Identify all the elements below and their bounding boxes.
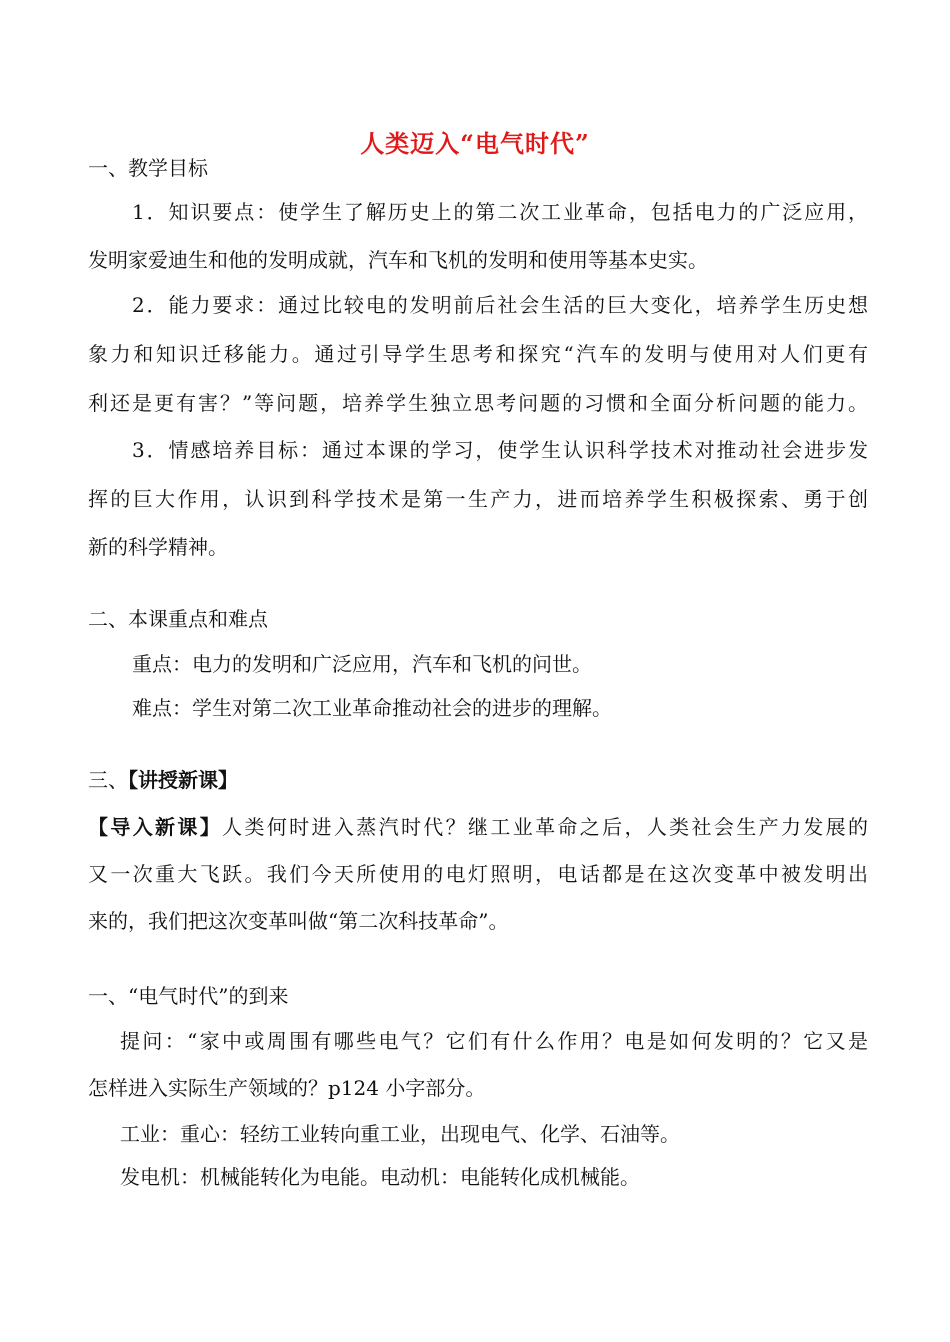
paragraph-emotion-line3: 新的科学精神。 bbox=[88, 535, 228, 559]
intro-line3: 来的，我们把这次变革叫做“第二次科技革命”。 bbox=[88, 909, 509, 933]
paragraph-emotion-line2: 挥的巨大作用，认识到科学技术是第一生产力，进而培养学生积极探索、勇于创 bbox=[88, 487, 868, 511]
section-heading-objectives: 一、教学目标 bbox=[88, 156, 208, 180]
paragraph-ability-line1: 2．能力要求：通过比较电的发明前后社会生活的巨大变化，培养学生历史想 bbox=[132, 293, 868, 317]
question-line2: 怎样进入实际生产领域的？p124 小字部分。 bbox=[88, 1076, 486, 1100]
new-lesson-label: 【讲授新课】 bbox=[128, 768, 238, 792]
subsection-heading-electric-age: 一、“电气时代”的到来 bbox=[88, 984, 289, 1008]
difficult-point-text: 难点：学生对第二次工业革命推动社会的进步的理解。 bbox=[132, 696, 612, 720]
key-point-text: 重点：电力的发明和广泛应用，汽车和飞机的问世。 bbox=[132, 652, 592, 676]
section-heading-keypoints: 二、本课重点和难点 bbox=[88, 607, 268, 631]
intro-text: 人类何时进入蒸汽时代？继工业革命之后，人类社会生产力发展的 bbox=[222, 815, 869, 839]
generator-text: 发电机：机械能转化为电能。电动机：电能转化成机械能。 bbox=[120, 1165, 640, 1189]
intro-line1 bbox=[88, 815, 868, 839]
document-title: 人类迈入“电气时代” bbox=[360, 129, 590, 158]
industry-text: 工业：重心：轻纺工业转向重工业，出现电气、化学、石油等。 bbox=[120, 1122, 680, 1146]
paragraph-knowledge-line1: 1．知识要点：使学生了解历史上的第二次工业革命，包括电力的广泛应用， bbox=[132, 200, 868, 224]
paragraph-ability-line3: 利还是更有害？”等问题，培养学生独立思考问题的习惯和全面分析问题的能力。 bbox=[88, 391, 868, 415]
paragraph-knowledge-line2: 发明家爱迪生和他的发明成就，汽车和飞机的发明和使用等基本史实。 bbox=[88, 248, 708, 272]
paragraph-ability-line2: 象力和知识迁移能力。通过引导学生思考和探究“汽车的发明与使用对人们更有 bbox=[88, 342, 868, 366]
section-number: 三、 bbox=[88, 768, 128, 792]
paragraph-emotion-line1: 3．情感培养目标：通过本课的学习，使学生认识科学技术对推动社会进步发 bbox=[132, 438, 868, 462]
section-heading-new-lesson bbox=[88, 768, 868, 792]
intro-label: 【导入新课】 bbox=[88, 815, 223, 839]
intro-line2: 又一次重大飞跃。我们今天所使用的电灯照明，电话都是在这次变革中被发明出 bbox=[88, 862, 868, 886]
question-line1: 提问：“家中或周围有哪些电气？它们有什么作用？电是如何发明的？它又是 bbox=[120, 1029, 868, 1053]
